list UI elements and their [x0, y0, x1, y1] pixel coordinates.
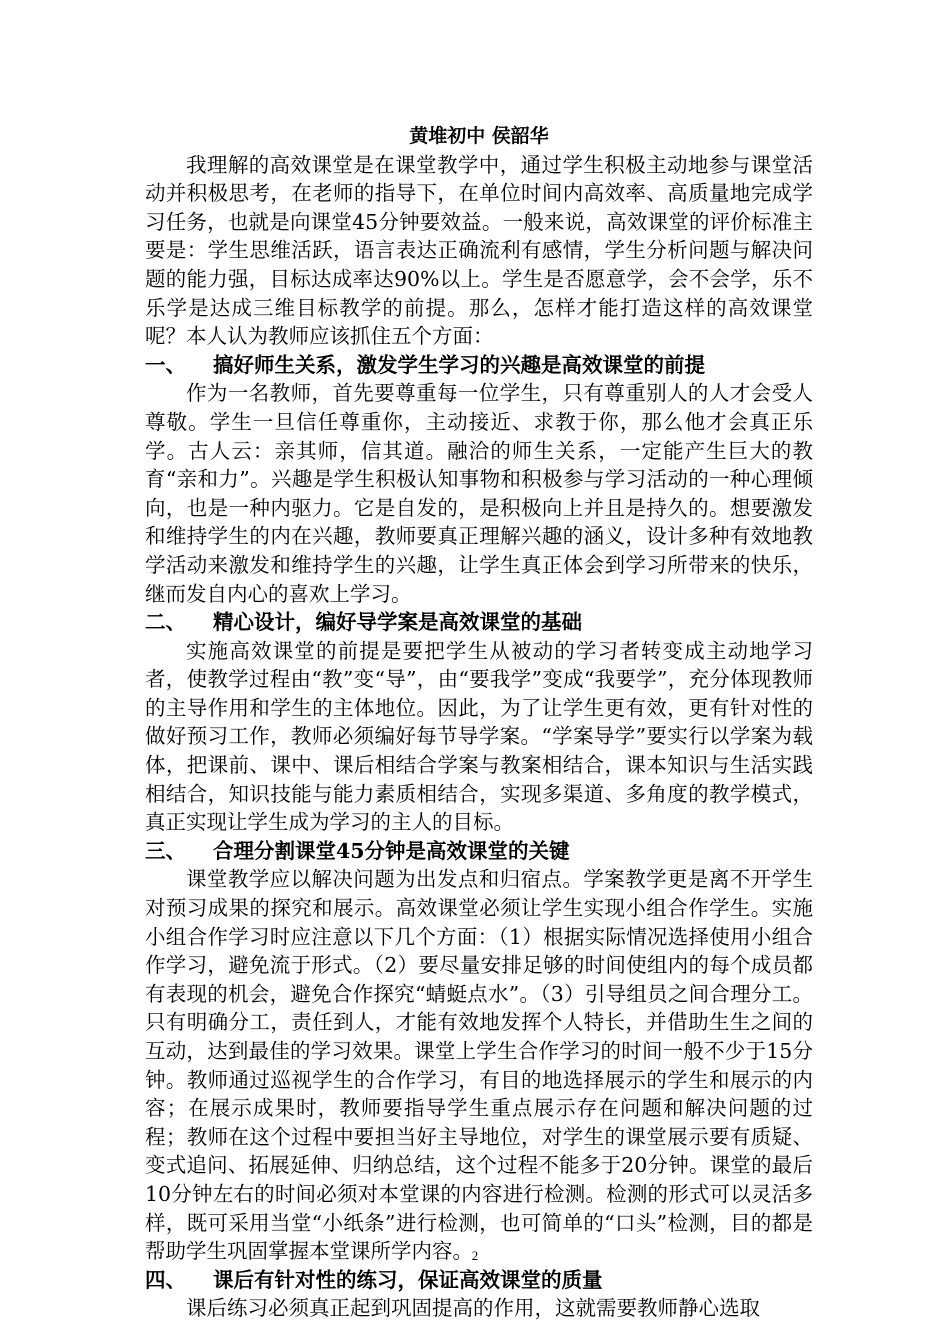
section-title: 搞好师生关系，激发学生学习的兴趣是高效课堂的前提: [213, 352, 705, 377]
section-heading: [145, 1266, 813, 1295]
section-title: 精心设计，编好导学案是高效课堂的基础: [213, 610, 582, 635]
section-paragraph: 课堂教学应以解决问题为出发点和归宿点。学案教学更是离不开学生对预习成果的探究和展示。高效课堂必须让学生实现小组合作学生。实施小组合作学习时应注意以下几个方面：（1）根据实际情况选择使用小组合作学习，避免流于形式。（2）要尽量安排足够的时间使组内的每个成员都有表现的机会，避免合作探究“蜻蜓点水”。（3）引导组员之间合理分工。只有明确分工，责任到人，才能有效地发挥个人特长，并借助生生之间的互动，达到最佳的学习效果。课堂上学生合作学习的时间一般不少于15分钟。教师通过巡视学生的合作学习，有目的地选择展示的学生和展示的内容；在展示成果时，教师要指导学生重点展示存在问题和解决问题的过程；教师在这个过程中要担当好主导地位，对学生的课堂展示要有质疑、变式追问、拓展延伸、归纳总结，这个过程不能多于20分钟。课堂的最后10分钟左右的时间必须对本堂课的内容进行检测。检测的形式可以灵活多样，既可采用当堂“小纸条”进行检测，也可简单的“口头”检测，目的都是帮助学生巩固掌握本堂课所学内容。: [145, 867, 813, 1264]
section-paragraph: 课后练习必须真正起到巩固提高的作用，这就需要教师静心选取: [186, 1296, 760, 1321]
section-4: [145, 1266, 813, 1323]
section-number: 四、: [145, 1267, 186, 1292]
section-2: [145, 608, 813, 837]
section-heading: [145, 608, 813, 637]
intro-paragraph: 我理解的高效课堂是在课堂教学中，通过学生积极主动地参与课堂活动并积极思考，在老师的指导下，在单位时间内高效率、高质量地完成学习任务，也就是向课堂45分钟要效益。一般来说，高效课堂的评价标准主要是：学生思维活跃，语言表达正确流利有感情，学生分析问题与解决问题的能力强，目标达成率达90%以上。学生是否愿意学，会不会学，乐不乐学是达成三维目标教学的前提。那么，怎样才能打造这样的高效课堂呢？本人认为教师应该抓住五个方面：: [145, 152, 813, 349]
section-heading: [145, 351, 813, 380]
section-paragraph: 实施高效课堂的前提是要把学生从被动的学习者转变成主动地学习者，使教学过程由“教”变“导”，由“要我学”变成“我要学”，充分体现教师的主导作用和学生的主体地位。因此，为了让学生更有效，更有针对性的做好预习工作，教师必须编好每节导学案。“学案导学”要实行以学案为载体，把课前、课中、课后相结合学案与教案相结合，课本知识与生活实践相结合，知识技能与能力素质相结合，实现多渠道、多角度的教学模式，真正实现让学生成为学习的主人的目标。: [145, 638, 813, 835]
section-paragraph: 作为一名教师，首先要尊重每一位学生，只有尊重别人的人才会受人尊敬。学生一旦信任尊重你，主动接近、求教于你，那么他才会真正乐学。古人云：亲其师，信其道。融洽的师生关系，一定能产生巨大的教育“亲和力”。兴趣是学生积极认知事物和积极参与学习活动的一种心理倾向，也是一种内驱力。它是自发的，是积极向上并且是持久的。想要激发和维持学生的内在兴趣，教师要真正理解兴趣的涵义，设计多种有效地教学活动来激发和维持学生的兴趣，让学生真正体会到学习所带来的快乐，继而发自内心的喜欢上学习。: [145, 381, 813, 606]
page-number: 2: [471, 1248, 479, 1263]
author-line: 黄堆初中 侯韶华: [409, 125, 549, 147]
section-3: [145, 837, 813, 1266]
section-title: 合理分割课堂45分钟是高效课堂的关键: [213, 838, 570, 863]
page-body: [145, 122, 813, 1323]
section-1: [145, 351, 813, 608]
section-heading: [145, 837, 813, 866]
section-number: 三、: [145, 838, 186, 863]
section-title: 课后有针对性的练习，保证高效课堂的质量: [213, 1267, 603, 1292]
section-number: 二、: [145, 610, 186, 635]
section-number: 一、: [145, 352, 186, 377]
